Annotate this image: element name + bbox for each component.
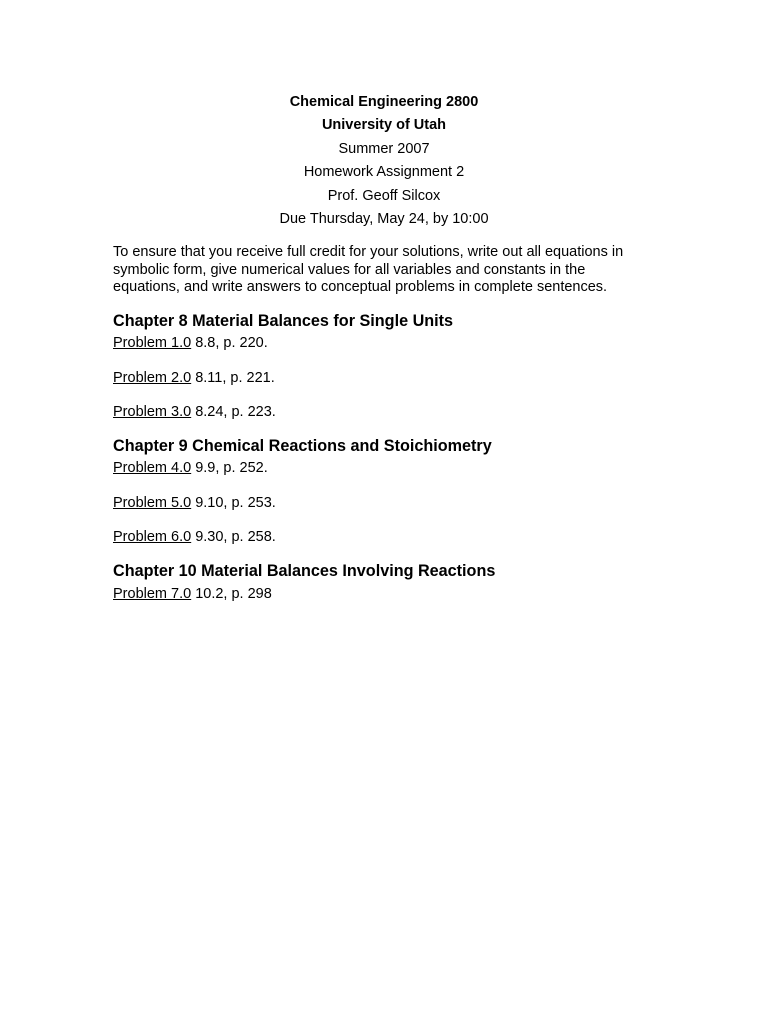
problem-reference: 9.10, p. 253.	[191, 495, 276, 511]
problem-item	[113, 494, 276, 512]
problem-reference: 9.30, p. 258.	[191, 529, 276, 545]
assignment-title: Homework Assignment 2	[303, 164, 465, 181]
problem-label: Problem 4.0	[113, 460, 192, 476]
course-title: Chemical Engineering 2800	[289, 94, 479, 110]
document-header	[0, 91, 768, 231]
problem-label: Problem 7.0	[113, 586, 192, 602]
problem-label: Problem 5.0	[113, 495, 192, 511]
problem-item	[113, 585, 272, 603]
problem-label: Problem 3.0	[113, 404, 192, 420]
university-name: University of Utah	[321, 117, 447, 134]
problem-label: Problem 1.0	[113, 335, 192, 351]
problem-reference: 8.11, p. 221.	[191, 370, 275, 386]
chapter-heading: Chapter 9 Chemical Reactions and Stoichiometry	[113, 437, 492, 455]
due-date: Due Thursday, May 24, by 10:00	[279, 211, 489, 228]
instructions-paragraph	[113, 244, 673, 297]
problem-label: Problem 6.0	[113, 529, 192, 545]
problem-label: Problem 2.0	[113, 370, 192, 386]
instructions-line: symbolic form, give numerical values for all variables and constants in the	[113, 261, 586, 278]
chapter-heading: Chapter 8 Material Balances for Single Units	[113, 312, 454, 330]
problem-reference: 8.24, p. 223.	[191, 404, 276, 420]
term: Summer 2007	[338, 140, 430, 157]
chapter-heading: Chapter 10 Material Balances Involving Reactions	[113, 562, 496, 580]
instructions-line: To ensure that you receive full credit for your solutions, write out all equations in	[113, 244, 624, 260]
problem-reference: 8.8, p. 220.	[191, 335, 268, 351]
instructions-line: equations, and write answers to conceptual problems in complete sentences.	[113, 279, 608, 296]
problem-item	[113, 403, 276, 421]
professor-name: Prof. Geoff Silcox	[327, 187, 441, 204]
problem-reference: 10.2, p. 298	[191, 586, 272, 602]
problem-reference: 9.9, p. 252.	[191, 460, 268, 476]
problem-item	[113, 334, 268, 352]
problem-item	[113, 459, 268, 477]
problem-item	[113, 369, 275, 387]
problem-item	[113, 528, 276, 546]
